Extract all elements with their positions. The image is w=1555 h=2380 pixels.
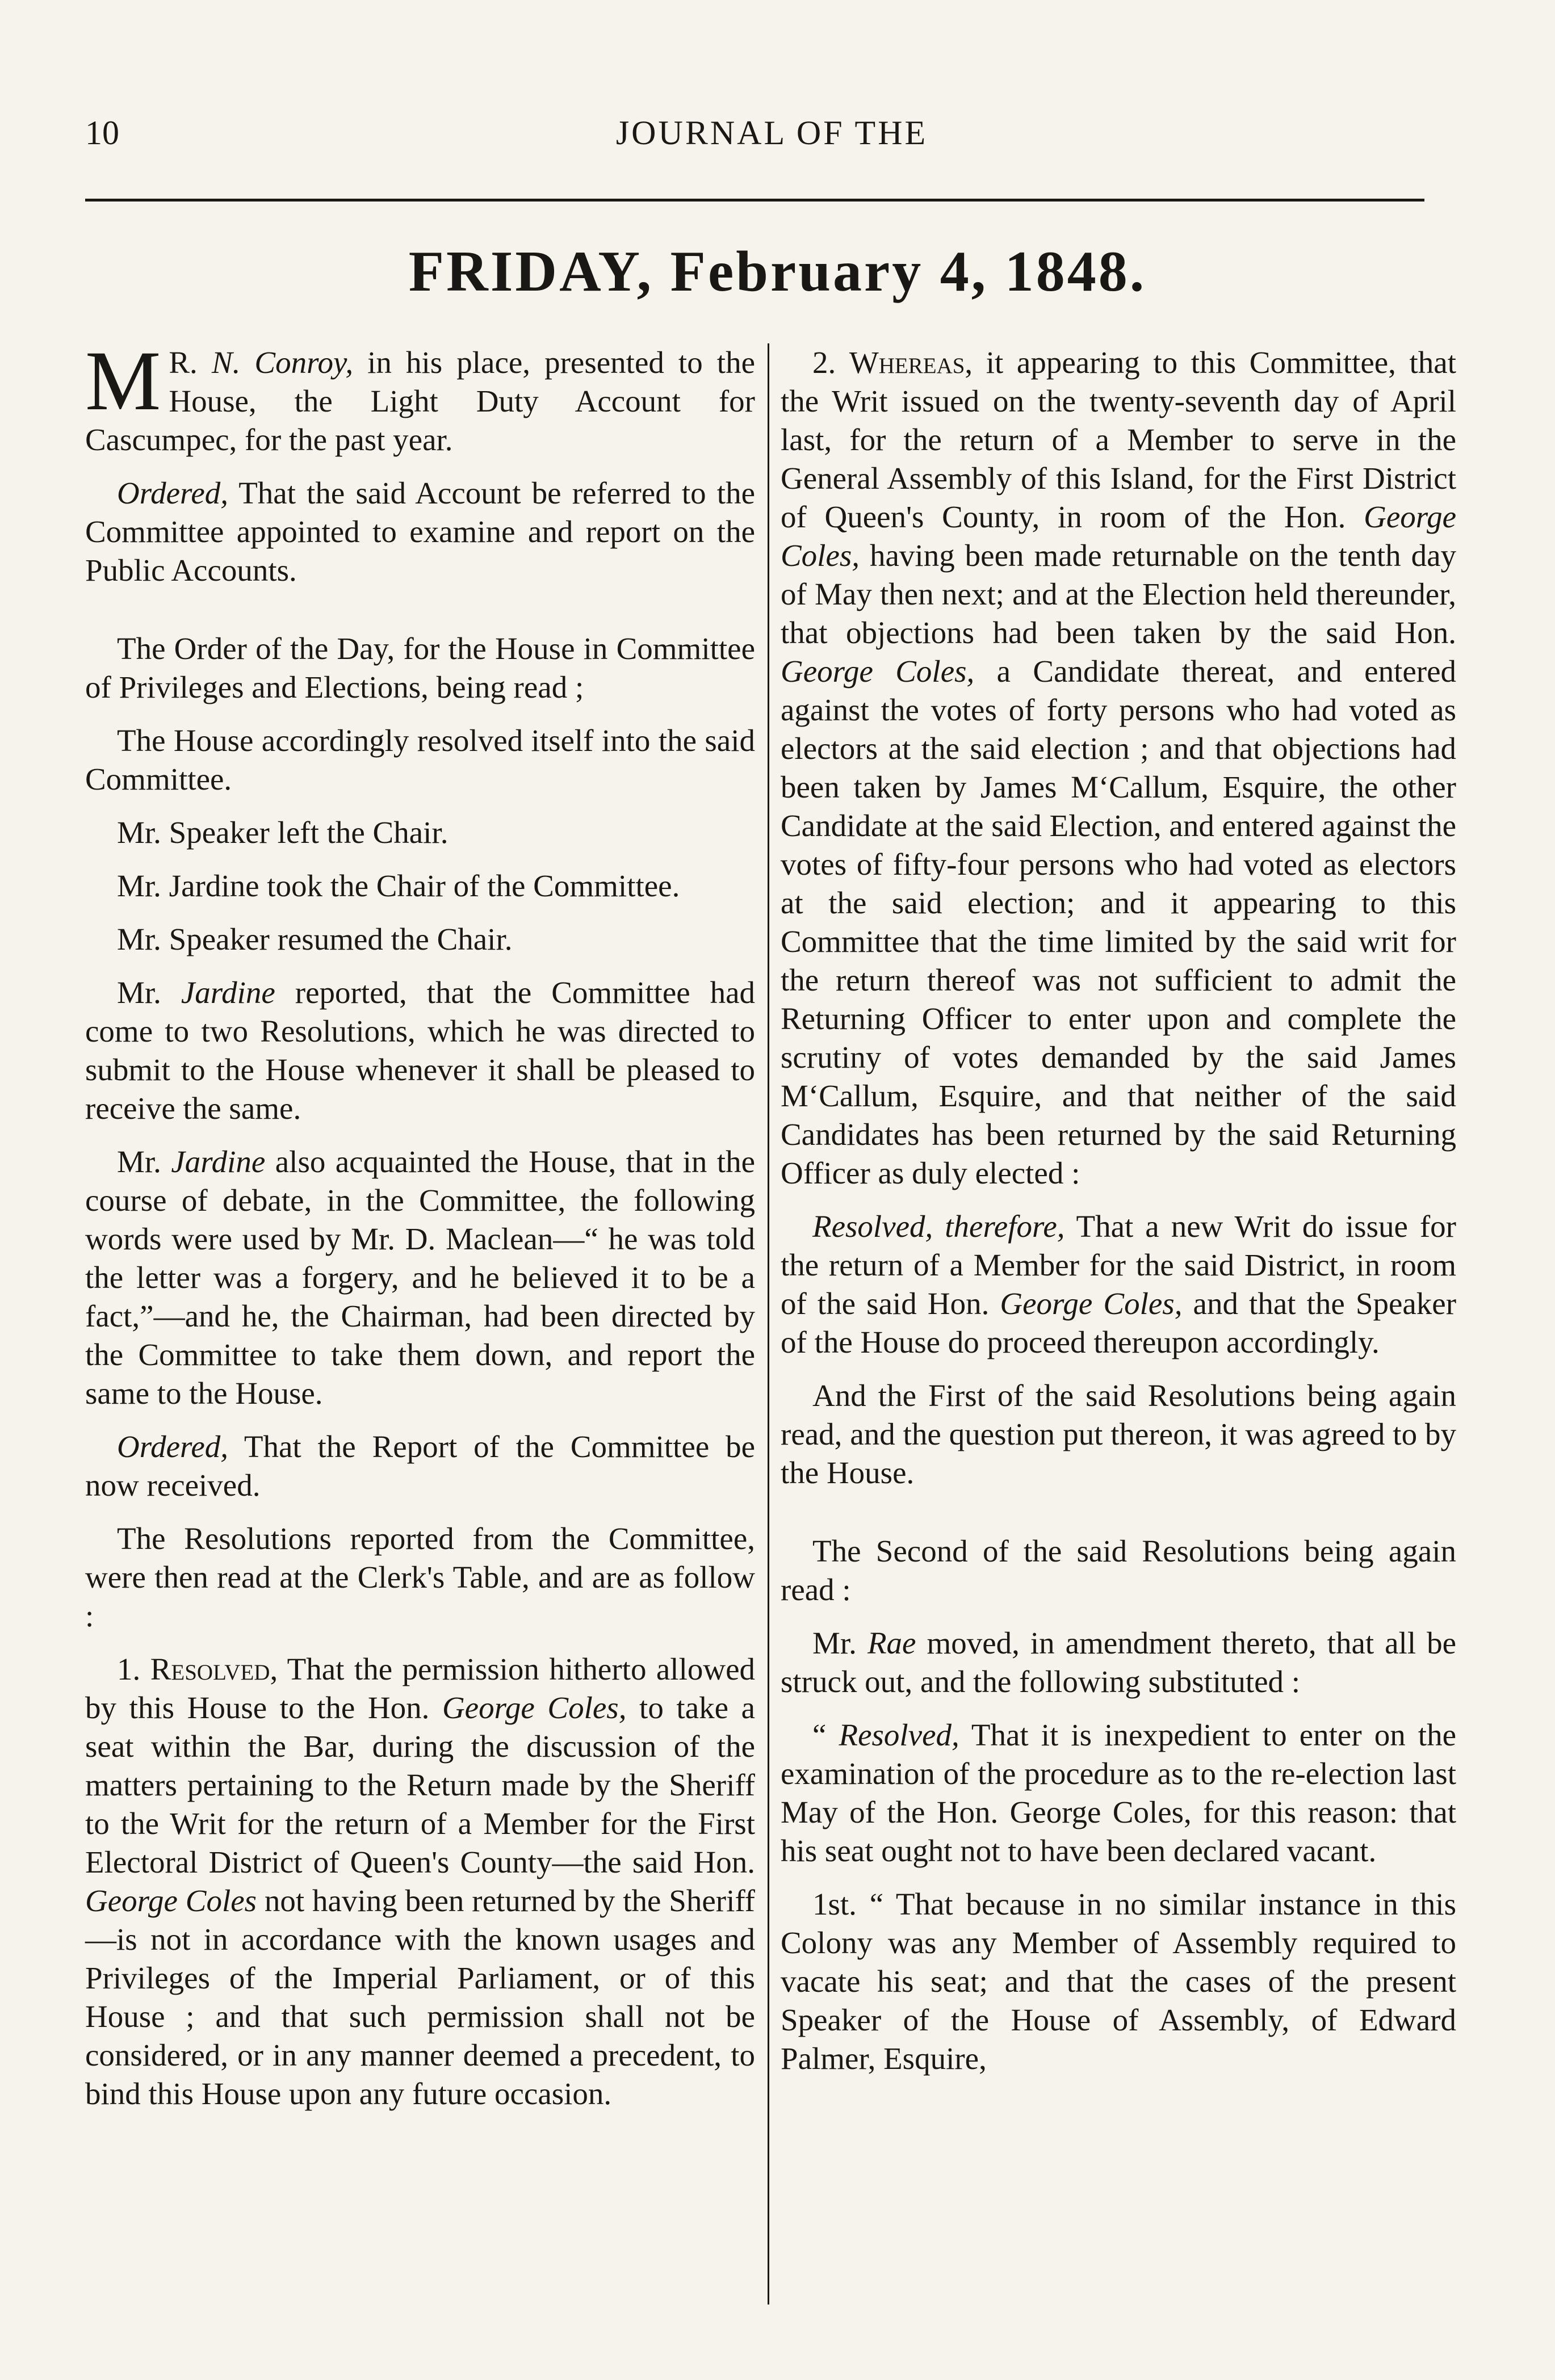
- paragraph-first-resolution-agreed: And the First of the said Resolutions being again read, and the question put thereon, it was agreed to by the House.: [781, 1378, 1456, 1490]
- paragraph-order-of-day: The Order of the Day, for the House in Committee of Privileges and Elections, being read ;: [85, 631, 755, 704]
- paragraph-jardine-chair: Mr. Jardine took the Chair of the Committee.: [117, 868, 680, 903]
- date-heading: FRIDAY, February 4, 1848.: [408, 240, 1147, 304]
- paragraph-second-resolution-read: The Second of the said Resolutions being again read :: [781, 1534, 1456, 1607]
- paragraph-amendment-resolved: “ Resolved, That it is inexpedient to enter on the examination of the procedure as to the re-election last May of the Hon. George Coles, for this reason: that his seat ought not to have been declared vacant.: [781, 1718, 1457, 1868]
- paragraph-resolutions-read: The Resolutions reported from the Committee, were then read at the Clerk's Table, and are as follow :: [85, 1521, 755, 1633]
- right-column: [781, 343, 1456, 2078]
- paragraph-jardine-reported: Mr. Jardine reported, that the Committee had come to two Resolutions, which he was directed to submit to the House whenever it shall be pleased to receive the same.: [85, 975, 755, 1126]
- paragraph-rae-moved: Mr. Rae moved, in amendment thereto, that all be struck out, and the following substituted :: [781, 1626, 1457, 1699]
- paragraph-speaker-resumed: Mr. Speaker resumed the Chair.: [117, 922, 513, 956]
- paragraph-conroy-presentation: M R. N. Conroy, in his place, presented to the House, the Light Duty Account for Cascumpec, for the past year.: [85, 334, 755, 457]
- paragraph-resolution-2: 2. Whereas, it appearing to this Committee, that the Writ issued on the twenty-seventh day of April last, for the return of a Member to serve in the General Assembly of this Island, for the First District of Queen's County, in room of the Hon. George Coles, having been made returnable on the tenth day of May then next; and at the Election held thereunder, that objections had been taken by the said Hon. George Coles, a Candidate thereat, and entered against the votes of forty persons who had voted as electors at the said election ; and that objections had been taken by James M‘Callum, Esquire, the other Candidate at the said Election, and entered against the votes of fifty-four persons who had voted as electors at the said election; and it appearing to this Committee that the time limited by the said writ for the return thereof was not sufficient to admit the Returning Officer to enter upon and complete the scrutiny of votes demanded by the said James M‘Callum, Esquire, and that neither of the said Candidates has been returned by the said Returning Officer as duly elected :: [781, 345, 1456, 1190]
- drop-cap: M: [85, 334, 161, 428]
- running-header: [85, 114, 1458, 165]
- paragraph-ordered-report: Ordered, That the Report of the Committee be now received.: [85, 1429, 755, 1502]
- paragraph-house-resolved: The House accordingly resolved itself into the said Committee.: [85, 723, 755, 796]
- paragraph-resolution-1: 1. Resolved, That the permission hitherto allowed by this House to the Hon. George Coles, to take a seat within the Bar, during the discussion of the matters pertaining to the Return made by the Sheriff to the Writ for the return of a Member for the First Electoral District of Queen's County—the said Hon. George Coles not having been returned by the Sheriff—is not in accordance with the known usages and Privileges of the Imperial Parliament, or of this House ; and that such permission shall not be considered, or in any manner deemed a precedent, to bind this House upon any future occasion.: [85, 1652, 756, 2111]
- column-divider: [768, 343, 769, 2305]
- left-column: [85, 334, 756, 2113]
- paragraph-ordered-account: Ordered, That the said Account be referred to the Committee appointed to examine and report on the Public Accounts.: [85, 476, 755, 587]
- page-number: 10: [85, 114, 119, 152]
- running-title: JOURNAL OF THE: [615, 114, 928, 152]
- paragraph-resolved-therefore: Resolved, therefore, That a new Writ do issue for the return of a Member for the said District, in room of the said Hon. George Coles, and that the Speaker of the House do proceed thereupon accordingly.: [781, 1209, 1457, 1359]
- paragraph-first-reason: 1st. “ That because in no similar instance in this Colony was any Member of Assembly required to vacate his seat; and that the cases of the present Speaker of the House of Assembly, of Edward Palmer, Esquire,: [781, 1887, 1456, 2076]
- paragraph-speaker-left: Mr. Speaker left the Chair.: [117, 815, 449, 850]
- header-rule: [85, 199, 1424, 202]
- paragraph-jardine-acquainted: Mr. Jardine also acquainted the House, that in the course of debate, in the Committee, the following words were used by Mr. D. Maclean—“ he was told the letter was a forgery, and he believed it to be a fact,”—and he, the Chairman, had been directed by the Committee to take them down, and report the same to the House.: [85, 1144, 755, 1411]
- member-name: N. Conroy,: [211, 345, 354, 380]
